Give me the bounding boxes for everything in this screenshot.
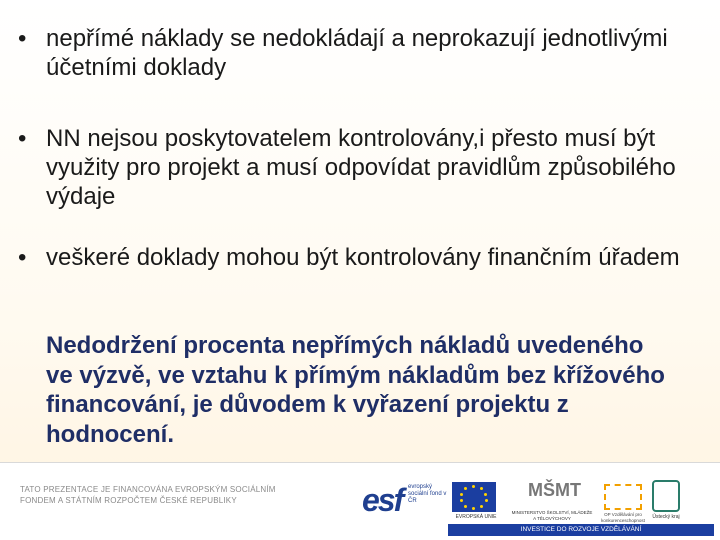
bullet-marker: • <box>18 25 27 52</box>
bullet-marker: • <box>18 125 27 152</box>
bullet-item <box>18 243 698 272</box>
bullet-text: nepřímé náklady se nedokládají a neprokazují jednotlivými účetními doklady <box>46 25 668 81</box>
footer-divider <box>0 462 720 463</box>
ustecky-kraj-text: Ústecký kraj <box>652 514 680 520</box>
bullet-text: veškeré doklady mohou být kontrolovány finančním úřadem <box>46 244 680 271</box>
footer <box>0 462 720 540</box>
funding-line: TATO PREZENTACE JE FINANCOVÁNA EVROPSKÝM SOCIÁLNÍM <box>20 485 276 494</box>
msmt-logo: MŠMT <box>528 480 581 500</box>
emphasis-statement: Nedodržení procenta nepřímých nákladů uvedeného ve výzvě, ve vztahu k přímým nákladům bez křížového financování, je důvodem k vyřazení projektu z hodnocení. <box>46 332 665 448</box>
bullet-marker: • <box>18 244 27 271</box>
esf-logo: esf <box>362 482 403 518</box>
logo-strip <box>360 474 720 536</box>
op-vk-logo <box>604 484 642 510</box>
msmt-logo-text: MINISTERSTVO ŠKOLSTVÍ, MLÁDEŽE A TĚLOVÝCHOVY <box>511 510 593 521</box>
funding-note <box>20 484 320 506</box>
funding-line: FONDEM A STÁTNÍM ROZPOČTEM ČESKÉ REPUBLIKY <box>20 496 237 505</box>
op-vk-logo-text: OP Vzdělávání pro konkurenceschopnost <box>601 512 645 523</box>
bullet-item <box>18 24 698 82</box>
invest-banner: INVESTICE DO ROZVOJE VZDĚLÁVÁNÍ <box>448 524 714 536</box>
ustecky-kraj-logo <box>652 480 680 512</box>
bullet-item <box>18 124 698 211</box>
eu-flag-icon <box>452 482 496 512</box>
eu-logo-text: EVROPSKÁ UNIE <box>455 514 497 520</box>
esf-logo-text: evropský sociální fond v ČR <box>408 484 447 504</box>
bullet-text: NN nejsou poskytovatelem kontrolovány,i přesto musí být využity pro projekt a musí odpovídat pravidlům způsobilého výdaje <box>46 125 676 210</box>
